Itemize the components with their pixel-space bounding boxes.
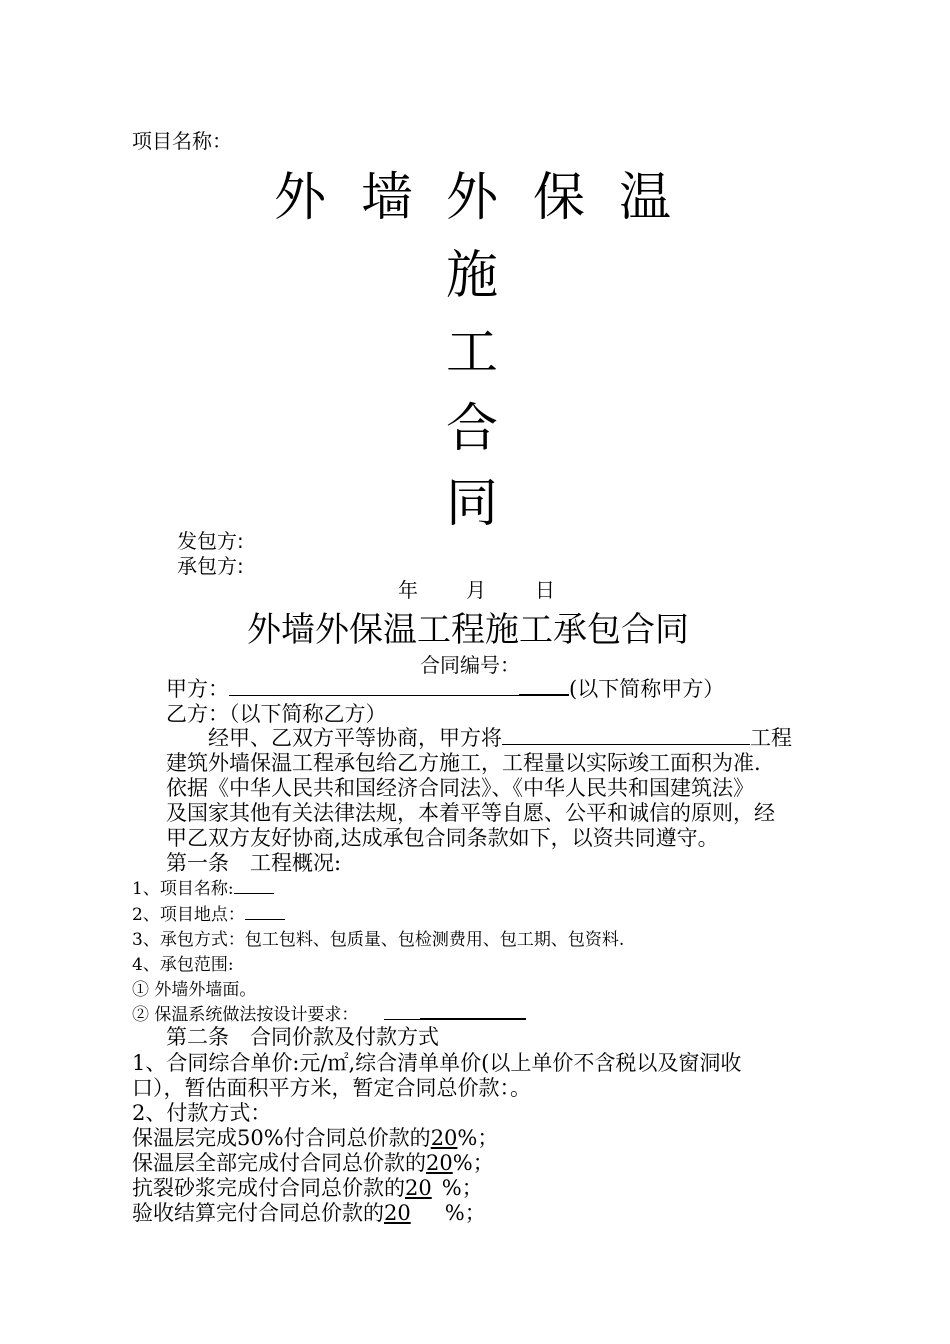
- intro-text: 经甲、乙双方平等协商，甲方将: [208, 726, 502, 750]
- party-b-line: 乙方：（以下简称乙方）: [166, 702, 387, 726]
- payment-percent: 20: [426, 1151, 453, 1175]
- intro-line-4: 及国家其他有关法律法规，本着平等自愿、公平和诚信的原则，经: [166, 801, 775, 825]
- cover-title-char: 外: [274, 168, 327, 228]
- payment-percent: 20: [430, 1126, 458, 1150]
- payment-text: %；: [457, 1126, 499, 1150]
- contract-number-label: 合同编号：: [420, 653, 520, 677]
- cover-title-char: 保: [533, 168, 586, 228]
- party-a-label: 甲方：: [166, 677, 229, 701]
- payment-text: 抗裂砂浆完成付合同总价款的: [132, 1176, 405, 1200]
- payment-text: 保温层全部完成付合同总价款的: [132, 1151, 426, 1175]
- item-scope: 4、承包范围:: [132, 955, 234, 975]
- intro-text: 工程: [750, 726, 792, 750]
- payment-text: 保温层完成50%付合同总价款的: [132, 1126, 431, 1150]
- contract-title: 外墙外保温工程施工承包合同: [247, 610, 689, 650]
- article-2-title: 第二条 合同价款及付款方式: [166, 1025, 439, 1049]
- cover-title-char: 工: [446, 323, 499, 383]
- party-a-blank-bold: [519, 673, 569, 696]
- item-scope-1: ① 外墙外墙面。: [132, 980, 257, 1000]
- payment-text: %；: [444, 1201, 486, 1225]
- item-blank: [245, 902, 285, 920]
- project-blank: [502, 723, 750, 745]
- item-label: 2、项目地点：: [132, 905, 245, 925]
- cover-title-char: 合: [446, 399, 499, 459]
- date-month: 月: [466, 578, 486, 602]
- intro-line-3: 依据《中华人民共和国经济合同法》、《中华人民共和国建筑法》: [166, 776, 754, 800]
- cover-title-char: 外: [446, 168, 499, 228]
- payment-text: 验收结算完付合同总价款的: [132, 1201, 384, 1225]
- item-project-location: [132, 900, 285, 925]
- payment-text: %；: [452, 1151, 494, 1175]
- intro-line-5: 甲乙双方友好协商,达成承包合同条款如下，以资共同遵守。: [166, 826, 719, 850]
- item-blank: [234, 876, 274, 894]
- date-year: 年: [398, 578, 418, 602]
- cover-title-char: 同: [446, 474, 499, 534]
- article-1-title: 第一条 工程概况:: [166, 851, 342, 875]
- item-blank-bold: [420, 1001, 526, 1020]
- cover-title-char: 施: [446, 246, 499, 306]
- payment-text: %；: [441, 1176, 483, 1200]
- contractor-label: 承包方:: [177, 554, 244, 578]
- party-a-suffix: (以下简称甲方）: [569, 677, 725, 701]
- payment-title: 2、付款方式：: [132, 1101, 272, 1125]
- party-a-blank: [229, 674, 519, 696]
- cover-title-char: 墙: [361, 168, 414, 228]
- price-line-1: 1、合同综合单价:元/㎡,综合清单单价(以上单价不含税以及窗洞收: [132, 1051, 742, 1075]
- payment-percent: 20: [384, 1201, 411, 1225]
- price-line-2: 口），暂估面积平方米，暂定合同总价款：。: [132, 1076, 531, 1100]
- cover-title-char: 温: [619, 168, 672, 228]
- item-blank: [384, 1002, 420, 1020]
- payment-percent: 20: [405, 1176, 432, 1200]
- intro-line-2: 建筑外墙保温工程承包给乙方施工，工程量以实际竣工面积为准.: [166, 751, 761, 775]
- employer-label: 发包方:: [177, 529, 244, 553]
- item-label: ② 保温系统做法按设计要求：: [132, 1005, 359, 1025]
- item-project-name: [132, 874, 274, 899]
- date-day: 日: [535, 578, 555, 602]
- item-label: 1、项目名称:: [132, 879, 234, 899]
- payment-item: [132, 1197, 486, 1227]
- project-name-label: 项目名称：: [132, 129, 232, 153]
- item-contract-method: 3、承包方式：包工包料、包质量、包检测费用、包工期、包资料.: [132, 930, 625, 950]
